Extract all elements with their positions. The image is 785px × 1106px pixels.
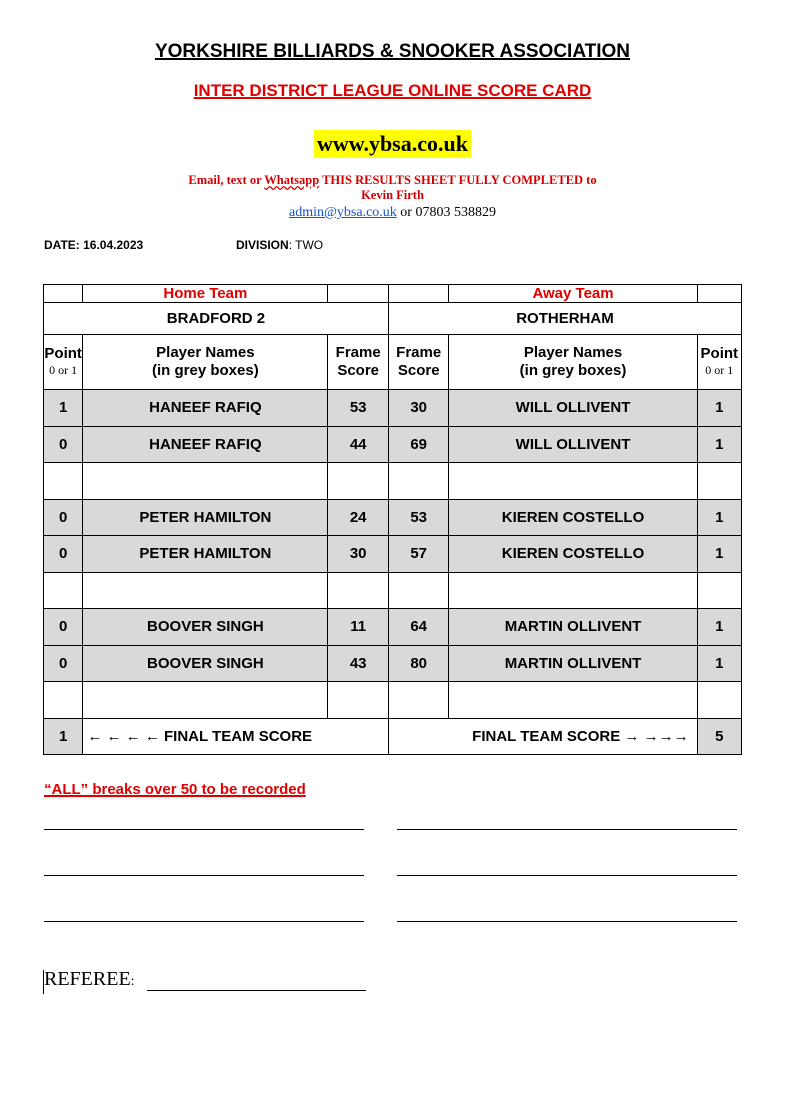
empty-cell <box>328 285 389 303</box>
empty-cell <box>388 285 449 303</box>
phone-text: or 07803 538829 <box>396 205 496 220</box>
home-point-cell[interactable] <box>44 463 83 500</box>
home-player-cell[interactable]: HANEEF RAFIQ <box>83 426 328 463</box>
home-team-name[interactable]: BRADFORD 2 <box>44 303 389 335</box>
table-row <box>44 609 742 646</box>
table-row <box>44 499 742 536</box>
empty-cell <box>697 285 741 303</box>
home-score-cell[interactable]: 53 <box>328 390 389 427</box>
break-entry-line[interactable] <box>44 921 364 922</box>
column-header-row <box>44 335 742 390</box>
away-final-score[interactable]: 5 <box>697 718 741 755</box>
association-title: YORKSHIRE BILLIARDS & SNOOKER ASSOCIATION <box>154 41 631 62</box>
table-row <box>44 536 742 573</box>
away-point-cell[interactable]: 1 <box>697 426 741 463</box>
instruction-contact-name: Kevin Firth <box>361 188 424 202</box>
home-score-cell[interactable] <box>328 463 389 500</box>
break-entry-line[interactable] <box>397 875 737 876</box>
final-score-row <box>44 718 742 755</box>
away-final-label: FINAL TEAM SCORE → →→→ <box>388 718 697 755</box>
break-entry-line[interactable] <box>44 829 364 830</box>
away-score-cell[interactable]: 64 <box>388 609 449 646</box>
home-score-cell[interactable] <box>328 682 389 719</box>
submission-instructions <box>0 173 785 203</box>
division-value: : TWO <box>288 238 324 252</box>
division-info <box>236 238 323 252</box>
instruction-prefix: Email, text or <box>188 173 265 187</box>
referee-text: REFEREE <box>44 968 131 990</box>
breaks-note: “ALL” breaks over 50 to be recorded <box>44 781 306 798</box>
point-label: Point <box>44 345 82 362</box>
home-point-cell[interactable]: 0 <box>44 609 83 646</box>
home-point-cell[interactable] <box>44 682 83 719</box>
away-point-cell[interactable]: 1 <box>697 609 741 646</box>
home-final-label: ← ← ← ← FINAL TEAM SCORE <box>83 718 389 755</box>
away-player-cell[interactable] <box>449 572 697 609</box>
division-label: DIVISION <box>236 238 289 252</box>
contact-line <box>0 205 785 221</box>
away-team-label: Away Team <box>449 285 697 303</box>
away-point-cell[interactable]: 1 <box>697 645 741 682</box>
home-player-cell[interactable]: HANEEF RAFIQ <box>83 390 328 427</box>
home-player-cell[interactable]: PETER HAMILTON <box>83 536 328 573</box>
table-row <box>44 463 742 500</box>
away-score-cell[interactable] <box>388 682 449 719</box>
home-score-cell[interactable]: 44 <box>328 426 389 463</box>
table-row <box>44 645 742 682</box>
home-player-cell[interactable]: PETER HAMILTON <box>83 499 328 536</box>
home-final-score[interactable]: 1 <box>44 718 83 755</box>
home-point-cell[interactable] <box>44 572 83 609</box>
empty-cell <box>44 285 83 303</box>
home-point-cell[interactable]: 0 <box>44 426 83 463</box>
away-score-cell[interactable]: 80 <box>388 645 449 682</box>
away-point-cell[interactable]: 1 <box>697 390 741 427</box>
home-score-cell[interactable]: 30 <box>328 536 389 573</box>
names-label: Player Names <box>156 344 255 361</box>
away-score-cell[interactable]: 57 <box>388 536 449 573</box>
team-name-row <box>44 303 742 335</box>
home-names-header <box>83 335 328 390</box>
names-label: Player Names <box>523 344 623 361</box>
website-link[interactable]: www.ybsa.co.uk <box>314 130 471 158</box>
instruction-whatsapp: Whatsapp <box>264 173 320 187</box>
names-sub-label: (in grey boxes) <box>519 362 627 379</box>
away-names-header <box>449 335 697 390</box>
away-point-cell[interactable] <box>697 463 741 500</box>
away-point-cell[interactable]: 1 <box>697 499 741 536</box>
home-score-cell[interactable]: 11 <box>328 609 389 646</box>
break-entry-line[interactable] <box>44 875 364 876</box>
score-card-subtitle: INTER DISTRICT LEAGUE ONLINE SCORE CARD <box>193 81 592 100</box>
away-score-cell[interactable] <box>388 463 449 500</box>
away-player-cell[interactable]: KIEREN COSTELLO <box>449 499 697 536</box>
home-point-cell[interactable]: 0 <box>44 499 83 536</box>
home-score-cell[interactable]: 43 <box>328 645 389 682</box>
table-row <box>44 390 742 427</box>
frame-label: Frame <box>335 344 381 361</box>
names-sub-label: (in grey boxes) <box>152 362 259 379</box>
email-link[interactable]: admin@ybsa.co.uk <box>289 205 397 220</box>
website-wrapper <box>0 130 785 158</box>
instruction-suffix: THIS RESULTS SHEET FULLY COMPLETED to <box>319 173 597 187</box>
home-point-cell[interactable]: 0 <box>44 645 83 682</box>
break-entry-line[interactable] <box>397 921 737 922</box>
away-player-cell[interactable] <box>449 463 697 500</box>
away-frame-header <box>388 335 449 390</box>
table-row <box>44 682 742 719</box>
home-team-label: Home Team <box>83 285 328 303</box>
away-point-cell[interactable] <box>697 572 741 609</box>
away-team-name[interactable]: ROTHERHAM <box>388 303 741 335</box>
away-player-cell[interactable] <box>449 682 697 719</box>
team-label-row <box>44 285 742 303</box>
away-player-cell[interactable]: WILL OLLIVENT <box>449 426 697 463</box>
point-label: Point <box>700 345 739 362</box>
away-player-cell[interactable]: MARTIN OLLIVENT <box>449 645 697 682</box>
match-date: DATE: 16.04.2023 <box>44 238 144 252</box>
home-player-cell[interactable]: BOOVER SINGH <box>83 609 328 646</box>
score-label: Score <box>337 362 380 379</box>
point-sub-label: 0 or 1 <box>49 363 78 377</box>
home-score-cell[interactable] <box>328 572 389 609</box>
home-score-cell[interactable]: 24 <box>328 499 389 536</box>
away-player-cell[interactable]: WILL OLLIVENT <box>449 390 697 427</box>
away-score-cell[interactable]: 30 <box>388 390 449 427</box>
away-player-cell[interactable]: KIEREN COSTELLO <box>449 536 697 573</box>
home-player-cell[interactable] <box>83 682 328 719</box>
home-player-cell[interactable] <box>83 463 328 500</box>
score-table <box>43 284 742 755</box>
home-point-cell[interactable]: 0 <box>44 536 83 573</box>
home-frame-header <box>328 335 389 390</box>
referee-colon: : <box>130 974 135 989</box>
table-row <box>44 572 742 609</box>
score-label: Score <box>397 362 440 379</box>
away-score-cell[interactable]: 53 <box>388 499 449 536</box>
away-player-cell[interactable]: MARTIN OLLIVENT <box>449 609 697 646</box>
away-point-cell[interactable]: 1 <box>697 536 741 573</box>
frame-label: Frame <box>396 344 442 361</box>
home-player-cell[interactable] <box>83 572 328 609</box>
away-score-cell[interactable]: 69 <box>388 426 449 463</box>
point-sub-label: 0 or 1 <box>705 363 734 377</box>
home-point-cell[interactable]: 1 <box>44 390 83 427</box>
home-point-header <box>44 335 83 390</box>
away-point-cell[interactable] <box>697 682 741 719</box>
home-player-cell[interactable]: BOOVER SINGH <box>83 645 328 682</box>
referee-label <box>44 968 135 991</box>
table-row <box>44 426 742 463</box>
referee-signature-line[interactable] <box>147 990 366 991</box>
away-point-header <box>697 335 741 390</box>
break-entry-line[interactable] <box>397 829 737 830</box>
away-score-cell[interactable] <box>388 572 449 609</box>
